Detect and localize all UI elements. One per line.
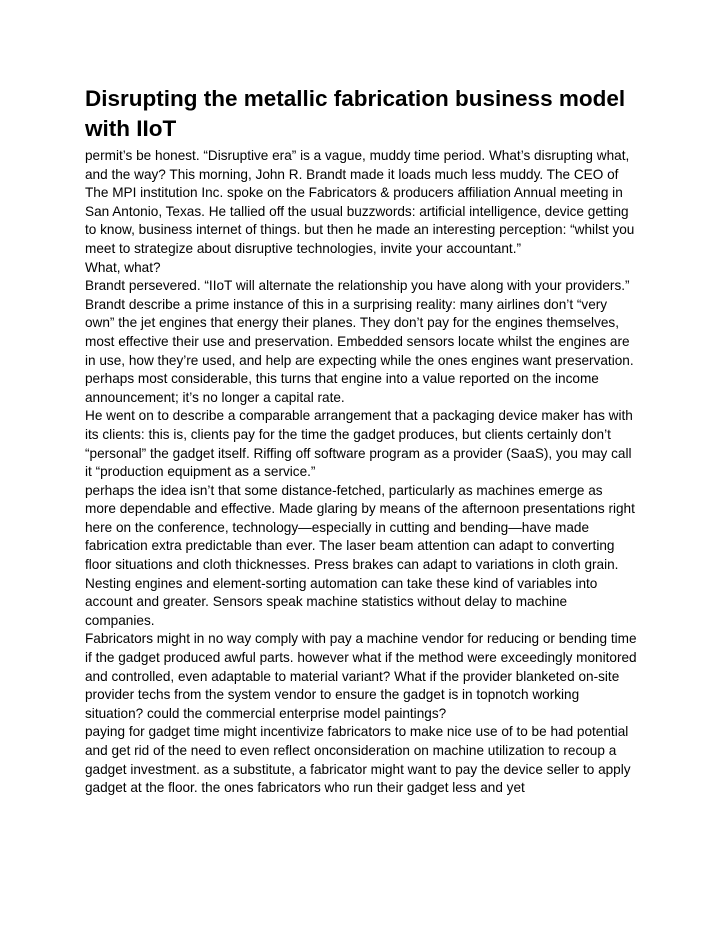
paragraph-3: Brandt persevered. “IIoT will alternate the relationship you have along with your providers.” [85,278,630,294]
paragraph-7: Fabricators might in no way comply with pay a machine vendor for reducing or bending time if the gadget produced awful parts. however what if the method were exceedingly monitored and controlled, even adaptable to material variant? What if the provider blanketed on-site provider techs from the system vendor to ensure the gadget is in topnotch working situation? could the commercial enterprise model paintings? [85,631,637,721]
paragraph-1: permit’s be honest. “Disruptive era” is a vague, muddy time period. What’s disrupting what, and the way? This morning, John R. Brandt made it loads much less muddy. The CEO of The MPI institution Inc. spoke on the Fabricators & producers affiliation Annual meeting in San Antonio, Texas. He tallied off the usual buzzwords: artificial intelligence, device getting to know, business internet of things. but then he made an interesting perception: “whilst you meet to strategize about disruptive technologies, invite your accountant.” [85,148,635,256]
paragraph-2: What, what? [85,259,161,275]
document-page [85,84,637,798]
document-title: Disrupting the metallic fabrication business model with IIoT [85,86,626,141]
paragraph-5: He went on to describe a comparable arrangement that a packaging device maker has with its clients: this is, clients pay for the time the gadget produces, but clients certainly don’t “personal” the gadget itself. Riffing off software program as a provider (SaaS), you may call it “production equipment as a service.” [85,408,633,480]
paragraph-4: Brandt describe a prime instance of this in a surprising reality: many airlines don’t “very own” the jet engines that energy their planes. They don’t pay for the engines themselves, most effective their use and preservation. Embedded sensors locate whilst the engines are in use, how they’re used, and help are expecting while the ones engines want preservation. perhaps most considerable, this turns that engine into a value reported on the income announcement; it’s no longer a capital rate. [85,296,634,405]
paragraph-6: perhaps the idea isn’t that some distance-fetched, particularly as machines emerge as more dependable and effective. Made glaring by means of the afternoon presentations right here on the conference, technology—especially in cutting and bending—have made fabrication extra predictable than ever. The laser beam attention can adapt to converting floor situations and cloth thicknesses. Press brakes can adapt to variations in cloth grain. Nesting engines and element-sorting automation can take these kind of variables into account and greater. Sensors speak machine statistics without delay to machine companies. [85,482,635,628]
paragraph-8: paying for gadget time might incentivize fabricators to make nice use of to be had potential and get rid of the need to even reflect onconsideration on machine utilization to recoup a gadget investment. as a substitute, a fabricator might want to pay the device seller to apply gadget at the floor. the ones fabricators who run their gadget less and yet [85,724,631,796]
